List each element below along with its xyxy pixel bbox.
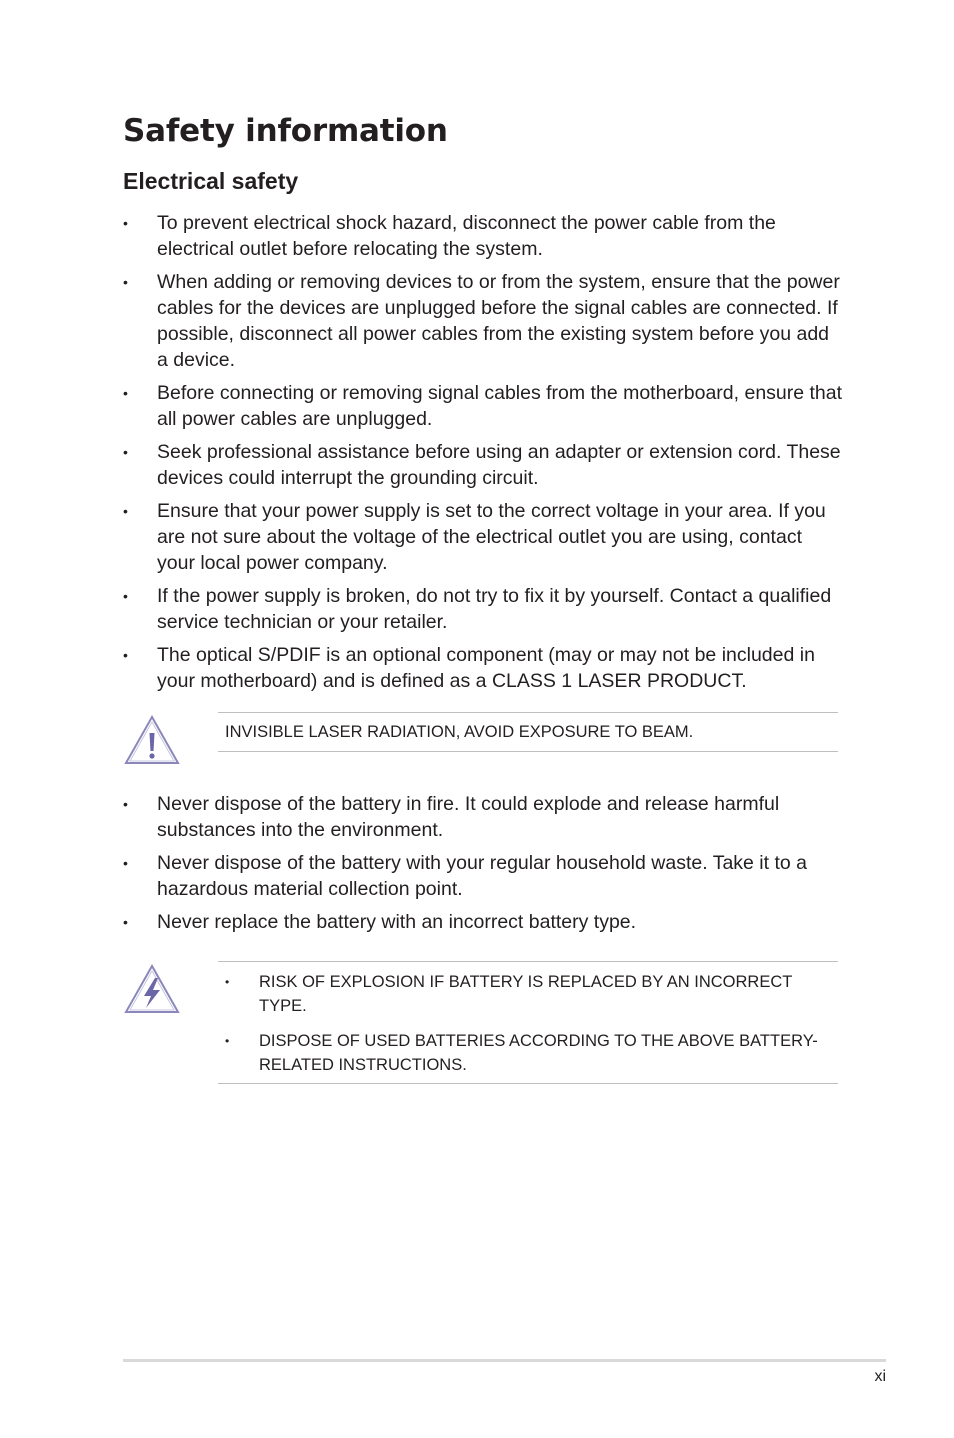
list-item-text: To prevent electrical shock hazard, disconnect the power cable from the electrical outlet before relocating the system. bbox=[157, 212, 776, 260]
list-item bbox=[123, 380, 843, 432]
caution-exclamation-icon bbox=[124, 714, 180, 766]
list-item bbox=[123, 498, 843, 576]
caution-note-text: INVISIBLE LASER RADIATION, AVOID EXPOSURE TO BEAM. bbox=[225, 723, 694, 741]
battery-safety-list bbox=[123, 791, 843, 942]
list-item-text: When adding or removing devices to or from the system, ensure that the power cables for the devices are unplugged before the signal cables are connected. If possible, disconnect all power cables from the existing system before you add a device. bbox=[157, 271, 840, 371]
list-item bbox=[123, 791, 843, 843]
bullet: • bbox=[225, 975, 230, 989]
bullet: • bbox=[123, 215, 128, 231]
bullet: • bbox=[123, 588, 128, 604]
list-item-text: Never dispose of the battery in fire. It could explode and release harmful substances into the environment. bbox=[157, 793, 780, 841]
list-item-text: Before connecting or removing signal cables from the motherboard, ensure that all power cables are unplugged. bbox=[157, 382, 843, 430]
bullet: • bbox=[225, 1034, 230, 1048]
list-item-text: The optical S/PDIF is an optional component (may or may not be included in your motherboard) and is defined as a CLASS 1 LASER PRODUCT. bbox=[157, 644, 815, 692]
list-item bbox=[123, 642, 843, 694]
footer-divider bbox=[123, 1359, 886, 1362]
warning-note-item bbox=[225, 970, 835, 1018]
list-item bbox=[123, 210, 843, 262]
page-number: xi bbox=[874, 1368, 886, 1385]
warning-note bbox=[218, 961, 838, 1084]
bullet: • bbox=[123, 503, 128, 519]
warning-lightning-icon bbox=[124, 963, 180, 1015]
list-item-text: Seek professional assistance before using an adapter or extension cord. These devices could interrupt the grounding circuit. bbox=[157, 441, 841, 489]
list-item bbox=[123, 269, 843, 373]
caution-note bbox=[218, 712, 838, 752]
list-item-text: If the power supply is broken, do not try to fix it by yourself. Contact a qualified service technician or your retailer. bbox=[157, 585, 832, 633]
section-heading: Electrical safety bbox=[123, 168, 299, 194]
bullet: • bbox=[123, 444, 128, 460]
page-title: Safety information bbox=[123, 113, 448, 149]
list-item bbox=[123, 583, 843, 635]
bullet: • bbox=[123, 274, 128, 290]
bullet: • bbox=[123, 385, 128, 401]
bullet: • bbox=[123, 914, 128, 930]
electrical-safety-list bbox=[123, 210, 843, 701]
bullet: • bbox=[123, 647, 128, 663]
list-item-text: Never replace the battery with an incorrect battery type. bbox=[157, 911, 637, 933]
bullet: • bbox=[123, 796, 128, 812]
list-item-text: Never dispose of the battery with your regular household waste. Take it to a hazardous material collection point. bbox=[157, 852, 808, 900]
warning-note-text: RISK OF EXPLOSION IF BATTERY IS REPLACED BY AN INCORRECT TYPE. bbox=[259, 973, 793, 1015]
warning-note-item bbox=[225, 1029, 835, 1077]
bullet: • bbox=[123, 855, 128, 871]
list-item-text: Ensure that your power supply is set to the correct voltage in your area. If you are not sure about the voltage of the electrical outlet you are using, contact your local power company. bbox=[157, 500, 826, 574]
warning-note-list bbox=[225, 970, 835, 1088]
list-item bbox=[123, 439, 843, 491]
warning-note-text: DISPOSE OF USED BATTERIES ACCORDING TO THE ABOVE BATTERY-RELATED INSTRUCTIONS. bbox=[259, 1032, 818, 1074]
list-item bbox=[123, 850, 843, 902]
list-item bbox=[123, 909, 843, 935]
